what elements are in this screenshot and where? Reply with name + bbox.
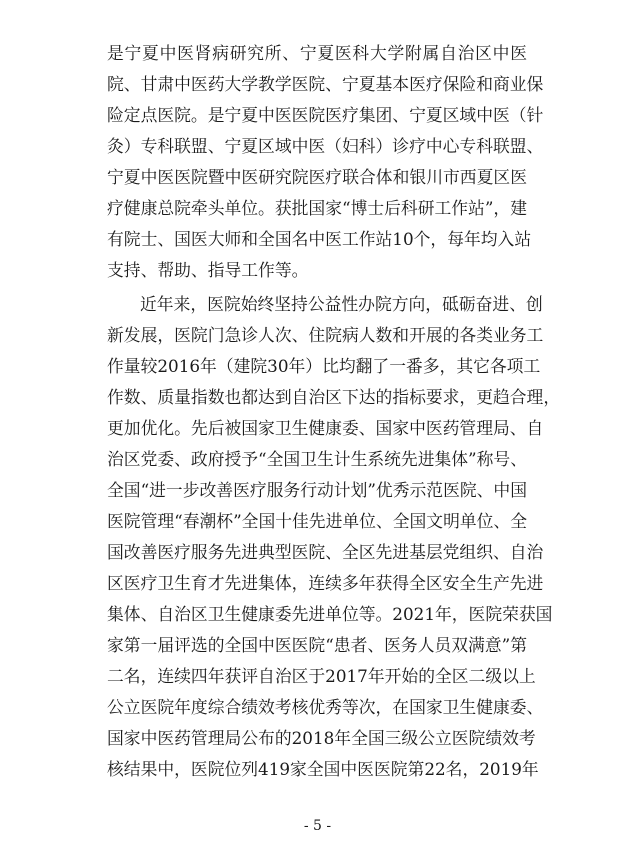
paragraph-1-line-2: 院、甘肃中医药大学教学医院、宁夏基本医疗保险和商业保 [107,74,544,94]
paragraph-2-line-4: 作数、质量指数也都达到自治区下达的指标要求，更趋合理， [107,387,561,407]
paragraph-1-line-4: 灸）专科联盟、宁夏区域中医（妇科）诊疗中心专科联盟、 [107,136,544,156]
paragraph-2-line-15: 国家中医药管理局公布的2018年全国三级公立医院绩效考 [107,728,536,748]
paragraph-1-line-1: 是宁夏中医肾病研究所、宁夏医科大学附属自治区中医 [107,43,527,63]
paragraph-1-line-3: 险定点医院。是宁夏中医医院医疗集团、宁夏区域中医（针 [107,105,544,125]
paragraph-2-line-10: 区医疗卫生育才先进集体，连续多年获得全区安全生产先进 [107,573,544,593]
paragraph-2-line-7: 全国“进一步改善医疗服务行动计划”优秀示范医院、中国 [107,480,527,500]
paragraph-2-line-12: 家第一届评选的全国中医医院“患者、医务人员双满意”第 [107,635,527,655]
paragraph-1-line-6: 疗健康总院牵头单位。获批国家“博士后科研工作站”，建 [107,198,527,218]
page-number: - 5 - [303,818,332,834]
paragraph-2-line-13: 二名，连续四年获评自治区于2017年开始的全区二级以上 [107,666,536,686]
paragraph-2-line-6: 治区党委、政府授予“全国卫生计生系统先进集体”称号、 [107,449,527,469]
paragraph-2-line-14: 公立医院年度综合绩效考核优秀等次，在国家卫生健康委、 [107,697,544,717]
paragraph-2-line-5: 更加优化。先后被国家卫生健康委、国家中医药管理局、自 [107,418,544,438]
paragraph-1-line-8: 支持、帮助、指导工作等。 [107,260,309,280]
paragraph-2-line-11: 集体、自治区卫生健康委先进单位等。2021年，医院荣获国 [107,604,553,624]
paragraph-1-line-5: 宁夏中医医院暨中医研究院医疗联合体和银川市西夏区医 [107,167,527,187]
paragraph-1-line-7: 有院士、国医大师和全国名中医工作站10个，每年均入站 [107,229,532,249]
paragraph-2-line-16: 核结果中，医院位列419家全国中医医院第22名，2019年 [107,759,539,779]
paragraph-2-line-3: 作量较2016年（建院30年）比均翻了一番多，其它各项工 [107,356,541,376]
paragraph-2-line-9: 国改善医疗服务先进典型医院、全区先进基层党组织、自治 [107,542,544,562]
paragraph-2-line-1: 近年来，医院始终坚持公益性办院方向，砥砺奋进、创 [140,294,543,314]
paragraph-2-line-2: 新发展，医院门急诊人次、住院病人数和开展的各类业务工 [107,325,544,345]
paragraph-2-line-8: 医院管理“春潮杯”全国十佳先进单位、全国文明单位、全 [107,511,527,531]
